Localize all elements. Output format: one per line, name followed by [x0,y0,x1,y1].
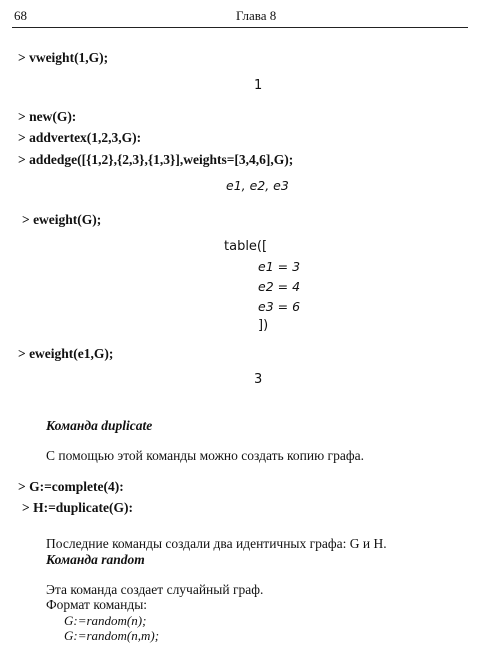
output-table-open: table([ [224,239,268,254]
command-duplicate: > H:=duplicate(G): [22,500,133,515]
format-label: Формат команды: [46,597,148,612]
command-addvertex: > addvertex(1,2,3,G): [18,130,142,145]
header-rule [12,27,468,28]
format-line: G:=random(n); [64,613,147,628]
command-addedge: > addedge([{1,2},{2,3},{1,3}],weights=[3,4,6],G); [18,152,294,167]
output-table-row: e2 = 4 [258,279,301,294]
output-vweight: 1 [254,78,263,93]
output-table-row: e3 = 6 [258,299,301,314]
command-vweight: > vweight(1,G); [18,50,109,65]
command-complete: > G:=complete(4): [18,479,124,494]
chapter-title: Глава 8 [236,8,277,23]
duplicate-heading: Команда duplicate [46,418,153,433]
output-table-close: ]) [258,318,269,333]
page-number: 68 [14,8,27,23]
duplicate-result: Последние команды создали два идентичных графа: G и H. [46,536,387,551]
output-eweight-e1: 3 [254,372,263,387]
format-line: G:=random(n,m); [64,628,160,643]
command-eweight: > eweight(G); [22,212,102,227]
command-new: > new(G): [18,109,77,124]
random-heading: Команда random [46,552,145,567]
command-eweight-e1: > eweight(e1,G); [18,346,114,361]
output-addedge: e1, e2, e3 [226,178,289,193]
random-description: Эта команда создает случайный граф. [46,582,264,597]
duplicate-description: С помощью этой команды можно создать копию графа. [46,448,364,463]
output-table-row: e1 = 3 [258,259,301,274]
